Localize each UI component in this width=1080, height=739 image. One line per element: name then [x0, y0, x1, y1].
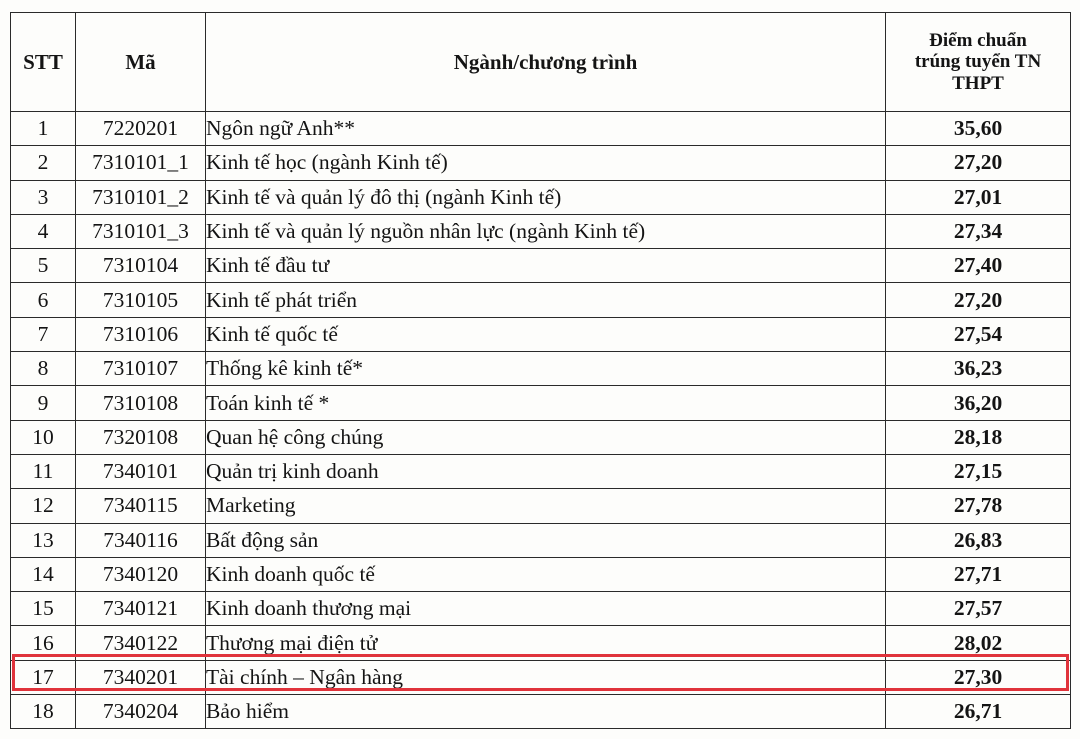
header-program: Ngành/chương trình	[206, 13, 886, 112]
row-score: 27,20	[886, 146, 1071, 180]
header-stt: STT	[11, 13, 76, 112]
row-code: 7340115	[76, 489, 206, 523]
row-program: Kinh tế đầu tư	[206, 249, 886, 283]
row-stt: 14	[11, 557, 76, 591]
row-score: 28,18	[886, 420, 1071, 454]
header-score-line-2: trúng tuyển TN	[914, 51, 1042, 73]
row-score: 27,15	[886, 454, 1071, 488]
row-stt: 1	[11, 112, 76, 146]
row-score: 36,20	[886, 386, 1071, 420]
row-program: Kinh tế phát triển	[206, 283, 886, 317]
row-score: 27,20	[886, 283, 1071, 317]
row-stt: 3	[11, 180, 76, 214]
row-program: Kinh tế học (ngành Kinh tế)	[206, 146, 886, 180]
header-row	[11, 13, 1071, 112]
header-score	[886, 13, 1071, 112]
row-code: 7340120	[76, 557, 206, 591]
row-score: 27,30	[886, 660, 1071, 694]
row-code: 7310107	[76, 352, 206, 386]
row-score: 26,83	[886, 523, 1071, 557]
row-score: 27,01	[886, 180, 1071, 214]
row-code: 7340101	[76, 454, 206, 488]
row-program: Kinh doanh quốc tế	[206, 557, 886, 591]
row-program: Kinh tế quốc tế	[206, 317, 886, 351]
row-code: 7220201	[76, 112, 206, 146]
row-program: Thống kê kinh tế*	[206, 352, 886, 386]
row-code: 7340121	[76, 592, 206, 626]
row-program: Marketing	[206, 489, 886, 523]
table-row	[11, 249, 1071, 283]
row-code: 7340201	[76, 660, 206, 694]
row-program: Ngôn ngữ Anh**	[206, 112, 886, 146]
row-stt: 17	[11, 660, 76, 694]
table-row	[11, 112, 1071, 146]
row-stt: 18	[11, 695, 76, 729]
table-body	[11, 112, 1071, 729]
row-score: 27,34	[886, 214, 1071, 248]
table-row	[11, 352, 1071, 386]
row-stt: 13	[11, 523, 76, 557]
row-stt: 15	[11, 592, 76, 626]
row-code: 7310105	[76, 283, 206, 317]
row-program: Quản trị kinh doanh	[206, 454, 886, 488]
table-row	[11, 283, 1071, 317]
row-program: Bất động sản	[206, 523, 886, 557]
row-stt: 6	[11, 283, 76, 317]
header-code: Mã	[76, 13, 206, 112]
header-score-line-1: Điểm chuẩn	[929, 30, 1027, 52]
row-score: 27,57	[886, 592, 1071, 626]
row-code: 7310101_1	[76, 146, 206, 180]
row-program: Quan hệ công chúng	[206, 420, 886, 454]
row-code: 7340116	[76, 523, 206, 557]
table-row	[11, 454, 1071, 488]
row-score: 27,78	[886, 489, 1071, 523]
row-stt: 10	[11, 420, 76, 454]
row-code: 7320108	[76, 420, 206, 454]
row-program: Toán kinh tế *	[206, 386, 886, 420]
row-score: 27,71	[886, 557, 1071, 591]
table-row	[11, 626, 1071, 660]
row-stt: 12	[11, 489, 76, 523]
table-row	[11, 146, 1071, 180]
row-code: 7310108	[76, 386, 206, 420]
row-code: 7310106	[76, 317, 206, 351]
table-row	[11, 317, 1071, 351]
row-stt: 9	[11, 386, 76, 420]
row-score: 26,71	[886, 695, 1071, 729]
row-score: 27,54	[886, 317, 1071, 351]
table-row	[11, 180, 1071, 214]
row-program: Kinh tế và quản lý đô thị (ngành Kinh tế)	[206, 180, 886, 214]
table-row	[11, 214, 1071, 248]
row-stt: 5	[11, 249, 76, 283]
row-program: Thương mại điện tử	[206, 626, 886, 660]
admission-score-table	[10, 12, 1071, 729]
row-stt: 16	[11, 626, 76, 660]
row-code: 7310101_3	[76, 214, 206, 248]
table-row	[11, 489, 1071, 523]
table-row	[11, 523, 1071, 557]
row-stt: 7	[11, 317, 76, 351]
table-row	[11, 660, 1071, 694]
row-code: 7340122	[76, 626, 206, 660]
row-stt: 8	[11, 352, 76, 386]
row-code: 7340204	[76, 695, 206, 729]
table-row	[11, 420, 1071, 454]
row-code: 7310104	[76, 249, 206, 283]
row-program: Bảo hiểm	[206, 695, 886, 729]
row-score: 27,40	[886, 249, 1071, 283]
table-row	[11, 695, 1071, 729]
row-program: Tài chính – Ngân hàng	[206, 660, 886, 694]
row-code: 7310101_2	[76, 180, 206, 214]
row-stt: 2	[11, 146, 76, 180]
row-stt: 4	[11, 214, 76, 248]
row-score: 28,02	[886, 626, 1071, 660]
row-score: 36,23	[886, 352, 1071, 386]
header-score-line-3: THPT	[952, 72, 1004, 94]
table-row	[11, 386, 1071, 420]
table-row	[11, 557, 1071, 591]
row-program: Kinh doanh thương mại	[206, 592, 886, 626]
row-program: Kinh tế và quản lý nguồn nhân lực (ngành Kinh tế)	[206, 214, 886, 248]
table-header	[11, 13, 1071, 112]
row-score: 35,60	[886, 112, 1071, 146]
table-row	[11, 592, 1071, 626]
row-stt: 11	[11, 454, 76, 488]
